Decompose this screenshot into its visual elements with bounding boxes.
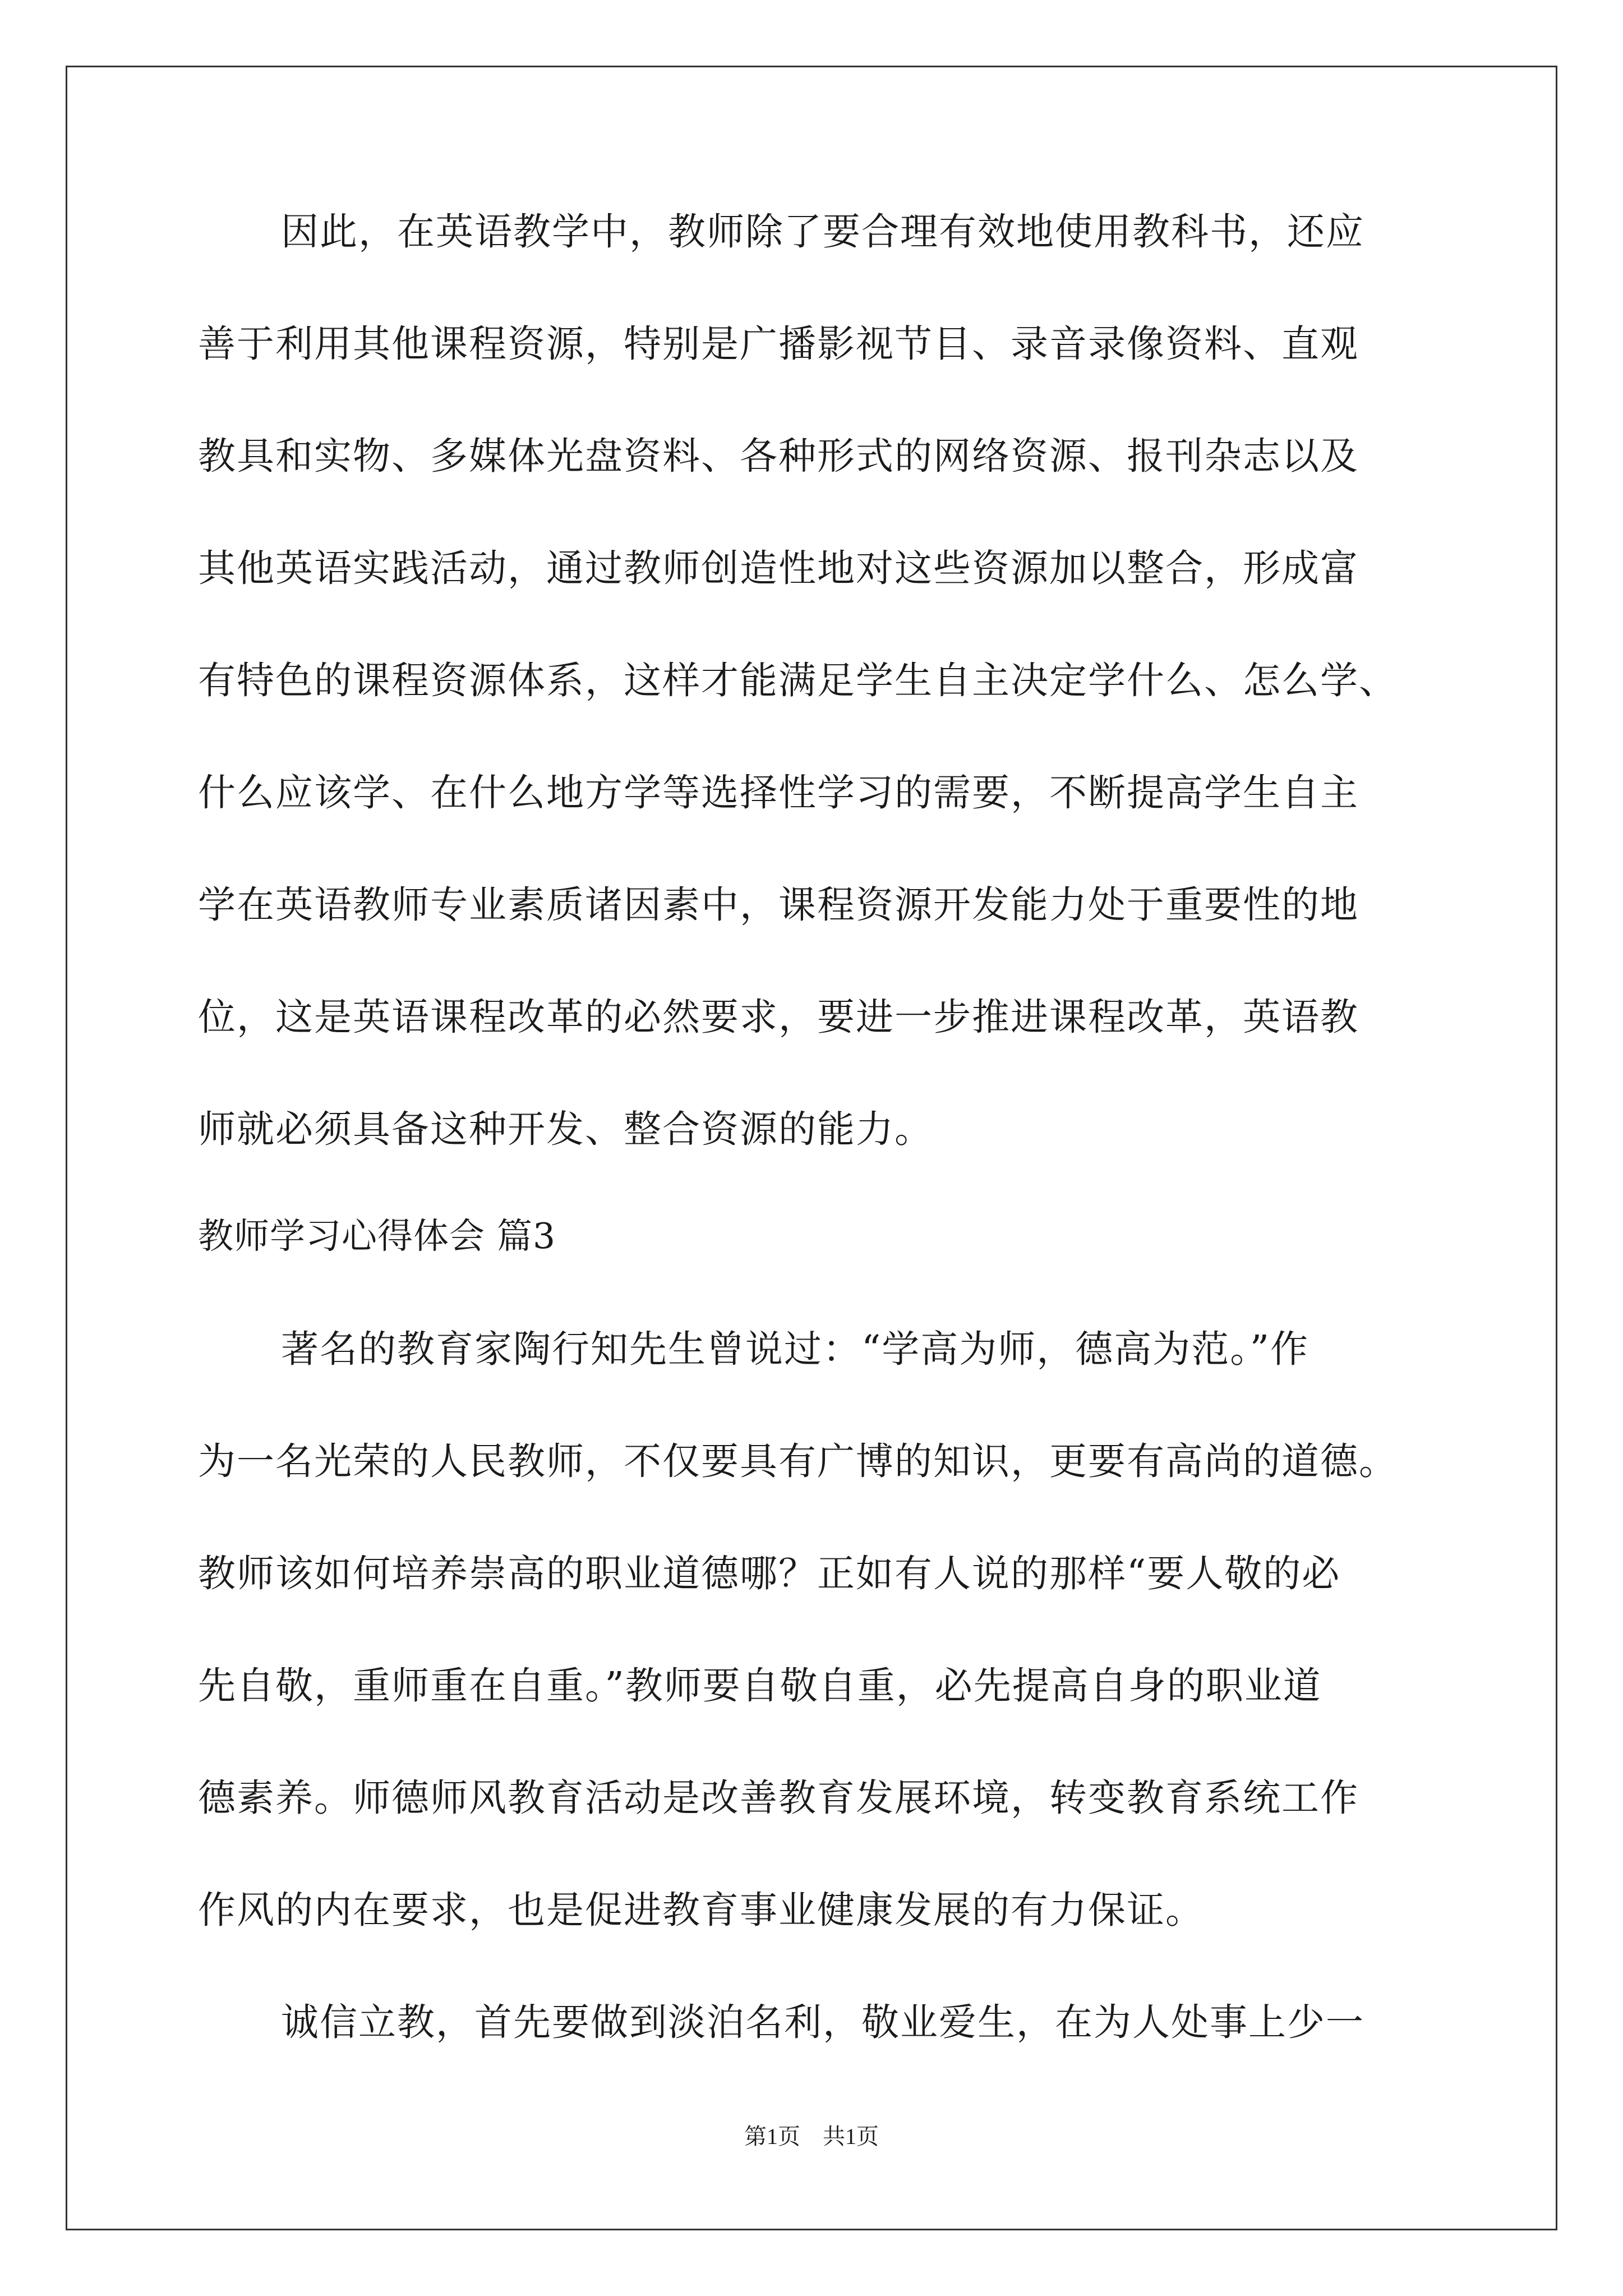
text-line: 为一名光荣的人民教师，不仅要具有广博的知识，更要有高尚的道德。: [198, 1439, 1398, 1483]
text-line: 著名的教育家陶行知先生曾说过：“学高为师，德高为范。”作: [281, 1327, 1310, 1371]
text-line: 善于利用其他课程资源，特别是广播影视节目、录音录像资料、直观: [198, 322, 1359, 366]
text-line: 什么应该学、在什么地方学等选择性学习的需要，不断提高学生自主: [198, 771, 1359, 815]
text-line: 先自敬，重师重在自重。”教师要自敬自重，必先提高自身的职业道: [198, 1664, 1322, 1708]
page-total: 共1页: [823, 2124, 879, 2149]
text-line: 学在英语教师专业素质诸因素中，课程资源开发能力处于重要性的地: [198, 883, 1359, 927]
text-line: 因此，在英语教学中，教师除了要合理有效地使用教科书，还应: [281, 210, 1364, 254]
text-line: 作风的内在要求，也是促进教育事业健康发展的有力保证。: [198, 1888, 1204, 1932]
text-line: 位，这是英语课程改革的必然要求，要进一步推进课程改革，英语教: [198, 995, 1359, 1039]
paragraph-3: [198, 2000, 1437, 2044]
text-line: 教具和实物、多媒体光盘资料、各种形式的网络资源、报刊杂志以及: [198, 434, 1359, 478]
page-number: 第1页: [744, 2124, 800, 2149]
text-line: 有特色的课程资源体系，这样才能满足学生自主决定学什么、怎么学、: [198, 659, 1398, 702]
document-body: [198, 210, 1437, 2116]
text-line: 德素养。师德师风教育活动是改善教育发展环境，转变教育系统工作: [198, 1776, 1359, 1820]
text-line: 诚信立教，首先要做到淡泊名利，敬业爱生，在为人处事上少一: [281, 2000, 1364, 2044]
paragraph-2: [198, 1327, 1437, 1932]
text-line: 师就必须具备这种开发、整合资源的能力。: [198, 1107, 933, 1151]
text-line: 教师该如何培养崇高的职业道德哪？正如有人说的那样“要人敬的必: [198, 1552, 1341, 1595]
section-heading: 教师学习心得体会 篇3: [198, 1216, 556, 1257]
paragraph-1: [198, 210, 1437, 1151]
page-footer: [0, 2125, 1623, 2148]
text-line: 其他英语实践活动，通过教师创造性地对这些资源加以整合，形成富: [198, 546, 1359, 590]
